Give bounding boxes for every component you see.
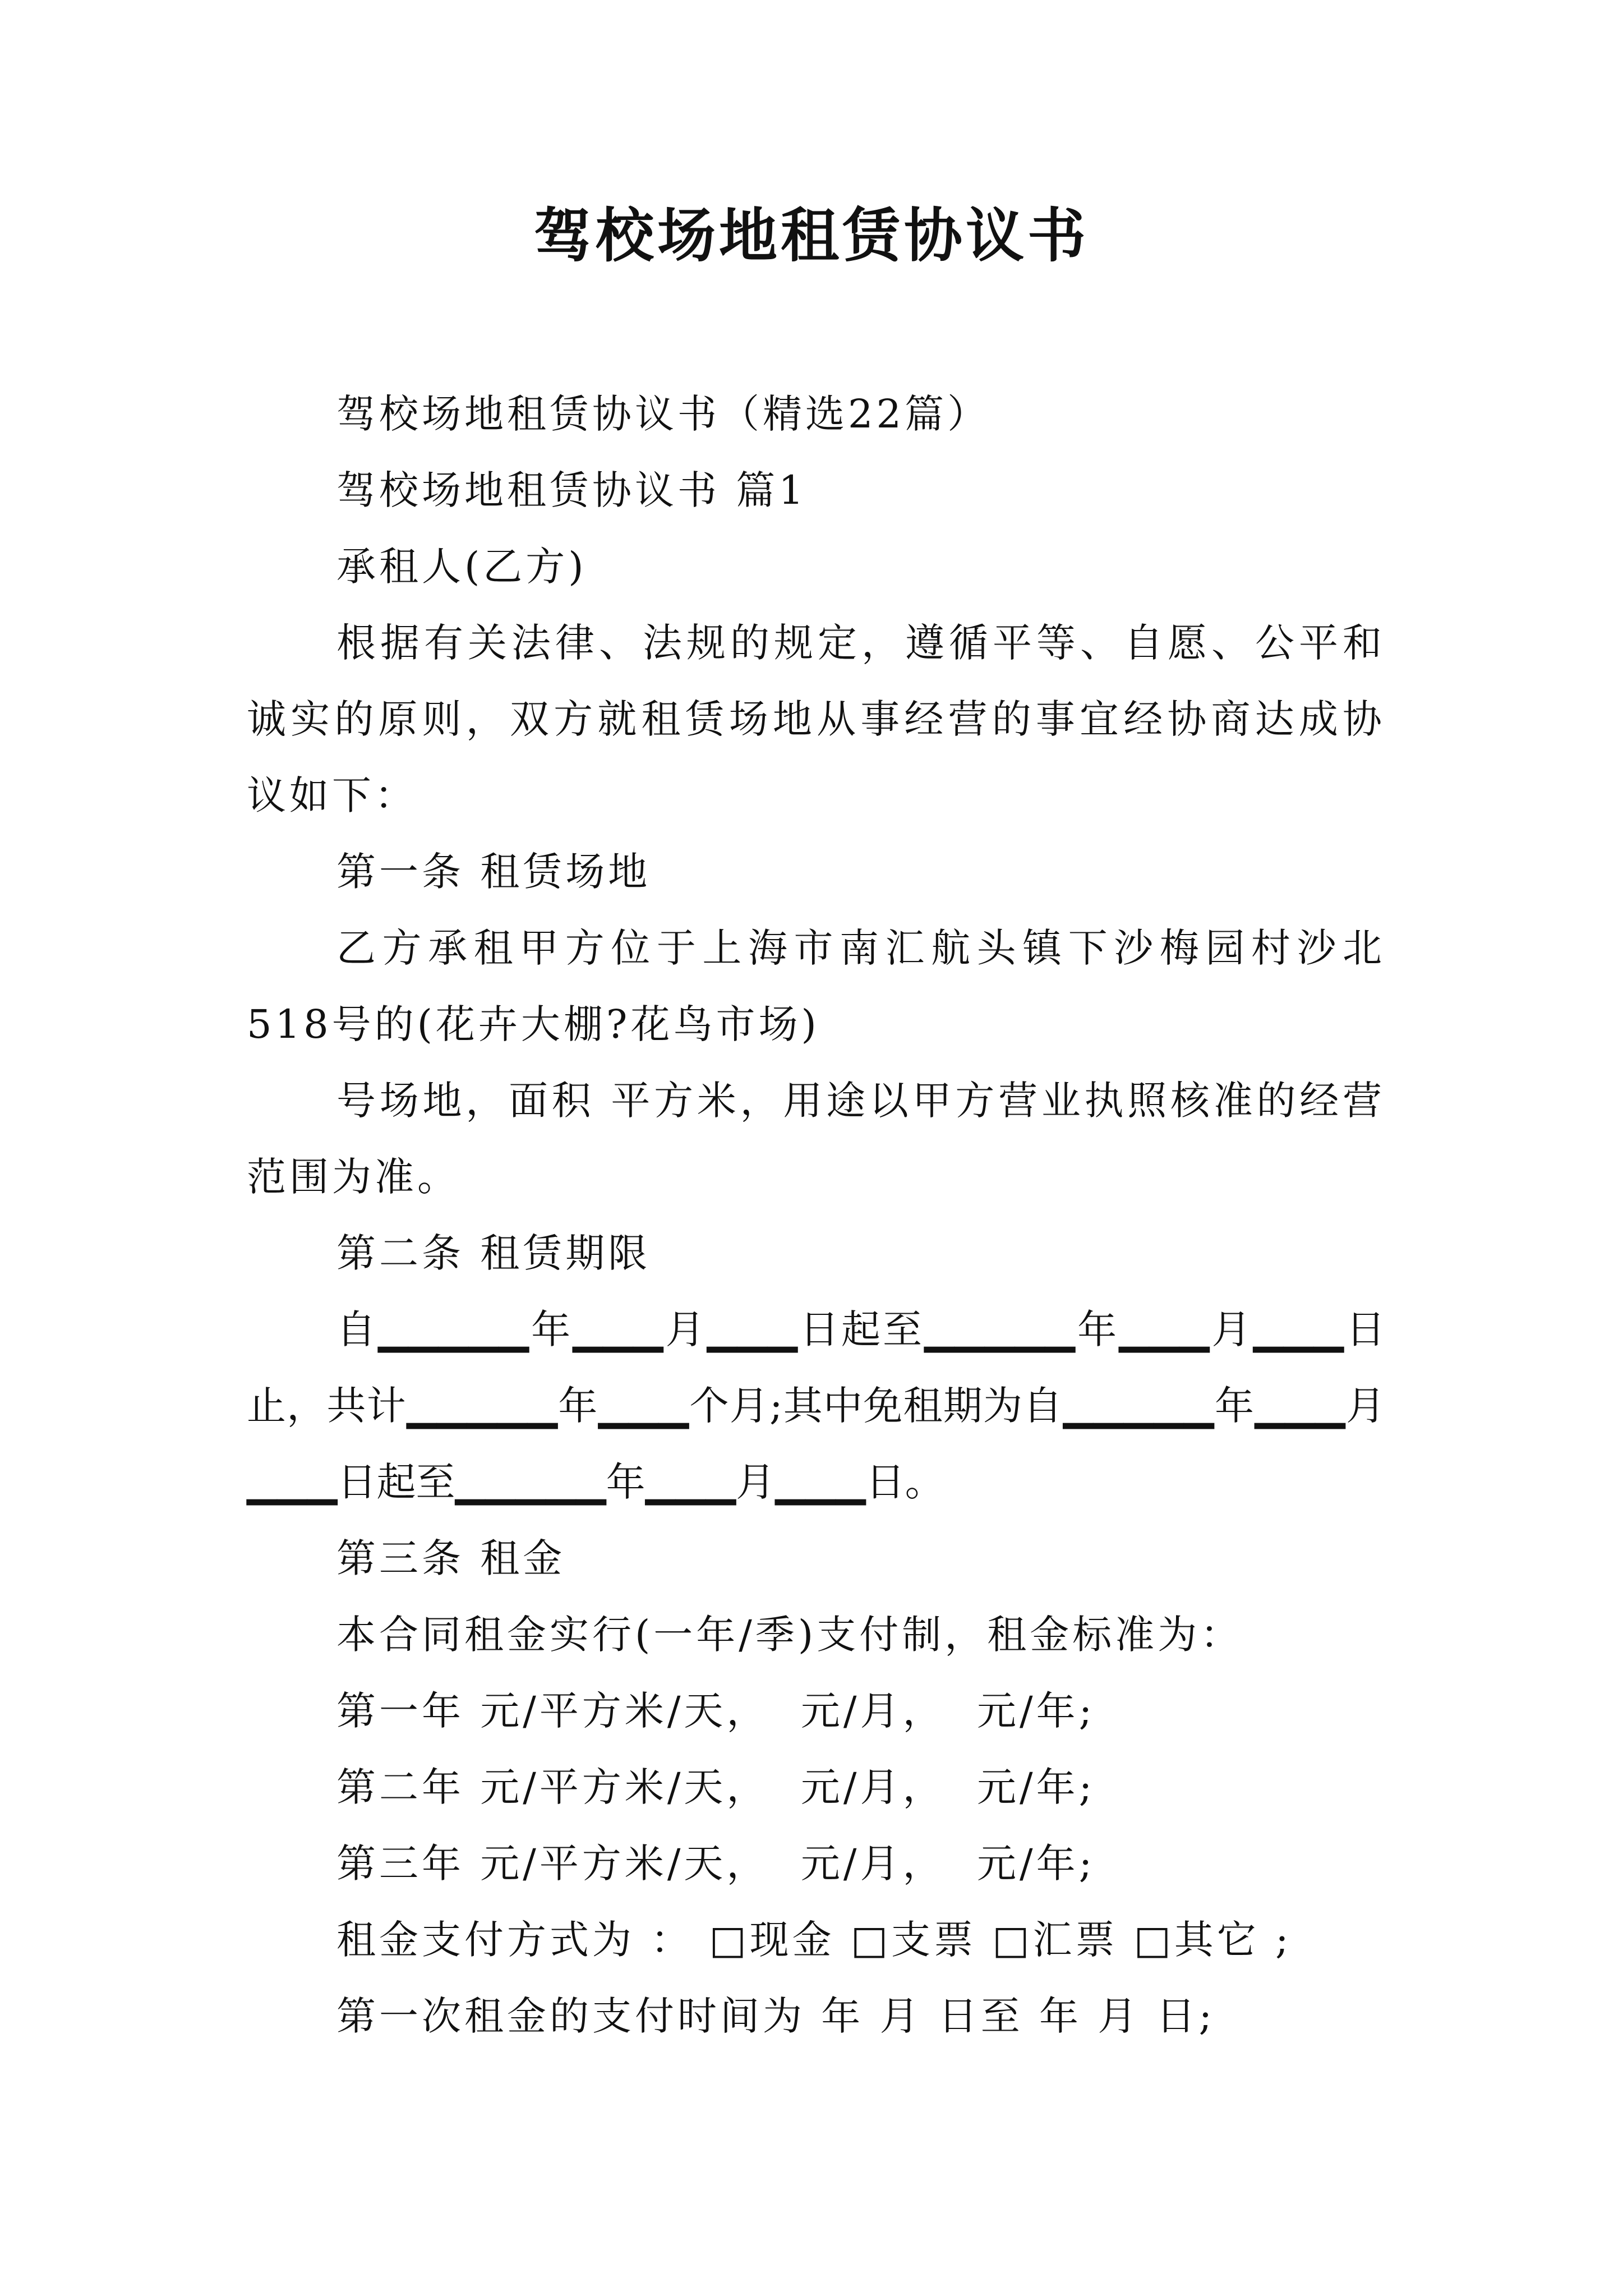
rent-line: 第二年 元/平方米/天， 元/月， 元/年;	[336, 1764, 1096, 1810]
document-body	[247, 376, 1385, 2054]
preamble-paragraph: 根据有关法律、法规的规定，遵循平等、自愿、公平和诚实的原则，双方就租赁场地从事经营的事宜经协商达成协议如下：	[247, 620, 1385, 818]
payment-method-line: 租金支付方式为 ： □现金 □支票 □汇票 □其它 ;	[336, 1917, 1292, 1963]
article-heading: 第三条 租金	[336, 1535, 566, 1581]
lease-term-paragraph: 自▁▁▁▁▁年▁▁▁月▁▁▁日起至▁▁▁▁▁年▁▁▁月▁▁▁日止，共计▁▁▁▁▁年▁▁▁个月;其中免租期为自▁▁▁▁▁年▁▁▁月▁▁▁日起至▁▁▁▁▁年▁▁▁月▁▁▁日。	[247, 1306, 1385, 1505]
rent-line: 第三年 元/平方米/天， 元/月， 元/年;	[336, 1841, 1096, 1887]
subtitle-paragraph: 驾校场地租赁协议书（精选22篇）	[336, 391, 990, 437]
party-paragraph: 承租人(乙方)	[336, 544, 587, 590]
body-paragraph: 号场地，面积 平方米，用途以甲方营业执照核准的经营范围为准。	[247, 1078, 1385, 1200]
payment-time-line: 第一次租金的支付时间为 年 月 日至 年 月 日;	[336, 1993, 1216, 2039]
article-heading: 第一条 租赁场地	[336, 849, 651, 895]
body-paragraph: 本合同租金实行(一年/季)支付制，租金标准为：	[336, 1612, 1243, 1658]
article-heading: 第二条 租赁期限	[336, 1230, 651, 1276]
body-paragraph: 乙方承租甲方位于上海市南汇航头镇下沙梅园村沙北518号的(花卉大棚?花鸟市场)	[247, 925, 1385, 1047]
section-heading: 驾校场地租赁协议书 篇1	[336, 467, 807, 513]
document-title: 驾校场地租赁协议书	[533, 201, 1089, 270]
rent-line: 第一年 元/平方米/天， 元/月， 元/年;	[336, 1688, 1096, 1734]
